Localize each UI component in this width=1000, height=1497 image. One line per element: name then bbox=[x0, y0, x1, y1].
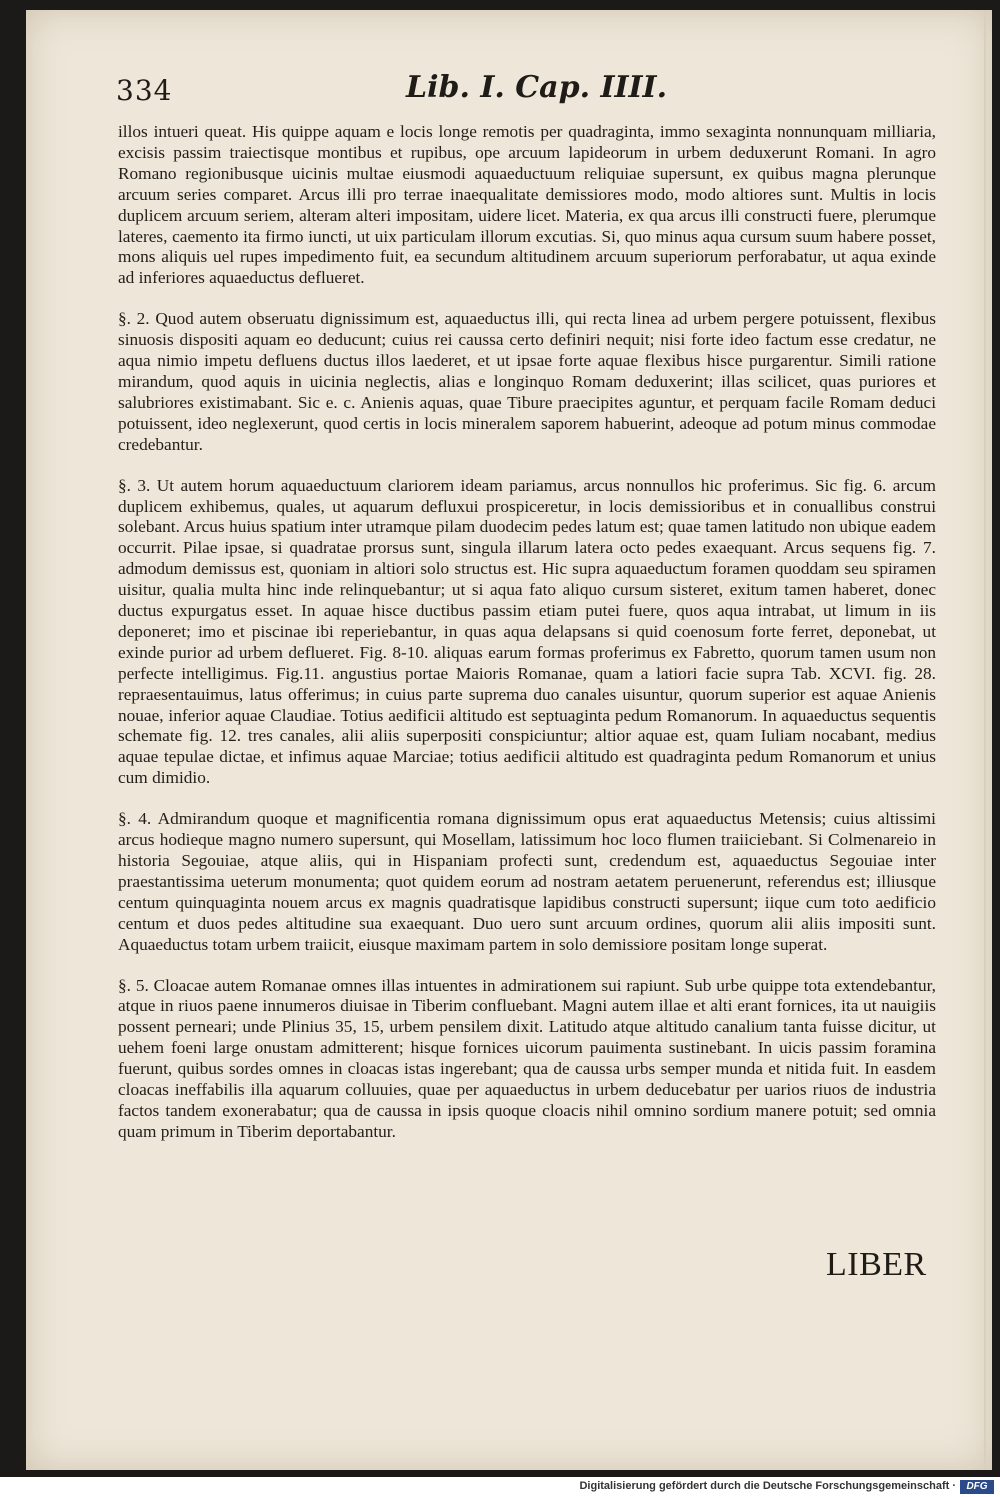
dfg-logo-icon: DFG bbox=[960, 1480, 994, 1494]
footer-credit: Digitalisierung gefördert durch die Deutsche Forschungsgemeinschaft · bbox=[579, 1480, 956, 1492]
paragraph-5: §. 5. Cloacae autem Romanae omnes illas intuentes in admirationem sui rapiunt. Sub urbe quippe tota extendebantur, atque in riuos paene innumeros diuisae in Tiberim confluebant. Magni autem illae et alti erant fornices, ita ut nauigiis possent perneari; unde Plinius 35, 15, urbem pensilem dixit. Latitudo atque altitudo canalium tanta fuisse dicitur, ut uehem foeni large onustam admitterent; hisque fornices uicorum pauimenta sustinebant. In uicis passim foramina fuerunt, quibus sordes omnes in cloacas istas ingerebant; qua de caussa urbs semper munda et nitida fuit. In easdem cloacas ineffabilis illa aquarum colluuies, quae per aquaeductus in urbem deducebatur per uarios riuos de industria factos tandem exonerabatur; qua de caussa in ipsis quoque cloacis nihil omnino sordium manere potuit; sed omnia quam primum in Tiberim deportabantur. bbox=[118, 975, 936, 1141]
chapter-title: Lib. I. Cap. IIII. bbox=[406, 70, 668, 105]
digitization-footer bbox=[0, 1477, 1000, 1497]
paragraph-1: illos intueri queat. His quippe aquam e locis longe remotis per quadraginta, immo sexaginta nonnunquam milliaria, excisis passim traiectisque montibus et rupibus, ope arcuum lapideorum in urbem deduxerunt Romani. In agro Romano regionibusque uicinis multae eiusmodi aquaeductuum reliquiae supersunt, ex quibus magna plerunque arcuum series comparet. Arcus illi pro terrae inaequalitate demissiores modo, modo altiores sunt. Multis in locis duplicem arcuum seriem, alteram alteri impositam, uidere licet. Materia, ex qua arcus illi constructi fuere, plerumque lateres, caemento ita firmo iuncti, ut uix particulam illorum excutias. Si, quo minus aqua cursum suum habere posset, mons aliquis uel rupes impedimento fuit, ea secundum altitudinem arcuum superiorum perforabatur, ut aqua exinde ad inferiores aquaeductus deflueret. bbox=[118, 122, 936, 288]
running-head bbox=[116, 66, 936, 116]
catchword: LIBER bbox=[826, 1246, 927, 1283]
text-body bbox=[118, 122, 936, 1143]
paragraph-3: §. 3. Ut autem horum aquaeductuum clariorem ideam pariamus, arcus nonnullos hic proferimus. Sic fig. 6. arcum duplicem exhibemus, quales, ut aquarum defluxui prospiceretur, in locis demissioribus et in conuallibus construi solebant. Arcus huius spatium inter utramque pilam duodecim pedes latum est; quae tamen latitudo non ubique eadem occurrit. Pilae ipsae, si quadratae prorsus sunt, singula illarum latera octo pedes exaequant. Arcus sequens fig. 7. admodum demissus est, quoniam in altiori solo structus est. Hic supra aquaeductum foramen quoddam seu spiramen uisitur, qualia multa hinc inde relinquebantur; ut si aqua fato aliquo cursum sisteret, exitum tamen haberet, donec ductus expurgatus esset. In aquae hisce ductibus passim etiam putei fuere, quos aqua intrabat, ut limum in iis deponeret; imo et piscinae ibi reperiebantur, in quas aqua delapsans si quid coenosum forte ferret, deponebat, ut exinde purior ad urbem deflueret. Fig. 8-10. aliquas earum formas proferimus ex Fabretto, quorum tamen usum non perfecte intelligimus. Fig.11. angustius portae Maioris Romanae, quam a latiori facie supra Tab. XCVI. fig. 28. repraesentauimus, latus offerimus; in cuius parte suprema duo canales uisuntur, quorum superior est aquae Anienis nouae, inferior aquae Claudiae. Totius aedificii altitudo est septuaginta pedum Romanorum. In aquaeductus sequentis schemate fig. 12. tres canales, alii aliis superpositi conspiciuntur; altior aquae est, quam Iuliam nocabant, medius aquae tepulae dictae, et infimus aquae Marciae; totius aedificii altitudo est quadraginta pedum Romanorum et unius cum dimidio. bbox=[118, 475, 936, 788]
page-edge bbox=[984, 10, 986, 1470]
page-number: 334 bbox=[116, 74, 173, 107]
paragraph-2: §. 2. Quod autem obseruatu dignissimum est, aquaeductus illi, qui recta linea ad urbem pergere potuissent, flexibus sinuosis dispositi aquam eo deducunt; cuius rei caussa certo definiri nequit; nisi forte ideo factum esse credatur, ne aqua nimio impetu defluens ductus illos laederet, et ut ipsae forte aquae flexibus hisce purgarentur. Simili ratione mirandum, quod aquis in uicinia neglectis, alias e longinquo Romam deduxerint; illas scilicet, quas puriores et salubriores existimabant. Sic e. c. Anienis aquas, quae Tibure praecipites aguntur, et perquam facile Romam deduci potuissent, ideo neglexerunt, quod certis in locis mineralem saporem habuerint, adeoque ad potum minus commodae credebantur. bbox=[118, 309, 936, 454]
paragraph-4: §. 4. Admirandum quoque et magnificentia romana dignissimum opus erat aquaeductus Metensis; cuius altissimi arcus hodieque magno numero supersunt, qui Mosellam, latissimum hoc loco flumen traiiciebant. Si Colmenareio in historia Segouiae, atque aliis, qui in Hispaniam profecti sunt, credendum est, aquaeductus Segouiae inter praestantissima ueterum monumenta; quot quidem eorum ad nostram aetatem peruenerunt, referendus est; illiusque centum quinquaginta nouem arcus ex magnis quadratisque lapidibus constructi supersunt; iique cum toto aedificio centum et duos pedes altitudine sua exaequant. Duo uero sunt arcuum ordines, quorum alii aliis impositi sunt. Aquaeductus totam urbem traiicit, eiusque maximam partem in solo demissiore positam longe superat. bbox=[118, 809, 936, 954]
